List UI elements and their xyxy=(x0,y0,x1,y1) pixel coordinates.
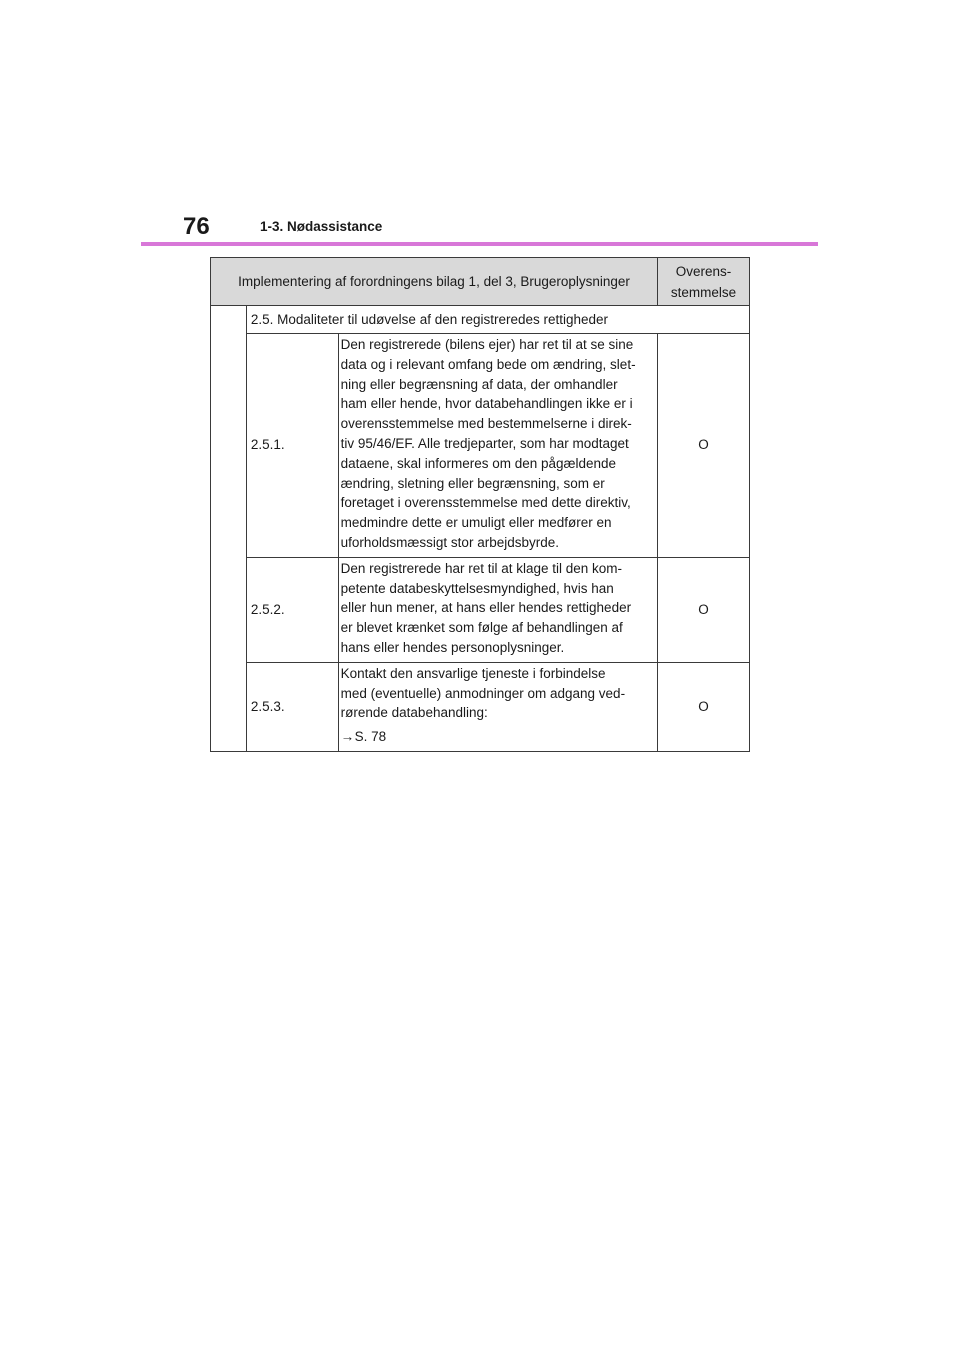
text-line: petente databeskyttelsesmyndighed, hvis han xyxy=(340,580,614,596)
page-reference-label: S. 78 xyxy=(354,729,387,745)
text-line: foretaget i overensstemmelse med dette direktiv, xyxy=(340,495,631,511)
text-line: Kontakt den ansvarlige tjeneste i forbindelse xyxy=(340,665,606,681)
header-compliance xyxy=(658,258,750,306)
table-row xyxy=(211,557,750,662)
page-reference xyxy=(341,727,655,747)
header-compliance-label: Overens- stemmelse xyxy=(670,263,737,300)
text-line: uforholdsmæssigt stor arbejdsbyrde. xyxy=(340,534,559,550)
text-line: er blevet krænket som følge af behandlingen af xyxy=(340,620,623,636)
text-line: medmindre dette er umuligt eller medfører en xyxy=(340,515,612,531)
text-line: Den registrerede har ret til at klage til den kom- xyxy=(340,560,623,576)
text-line: Den registrerede (bilens ejer) har ret til at se sine xyxy=(340,337,634,352)
text-line: eller hun mener, at hans eller hendes rettigheder xyxy=(340,600,632,616)
text-line: ham eller hende, hvor databehandlingen ikke er i xyxy=(340,396,633,412)
row-number: 2.5.1. xyxy=(246,334,338,558)
header-divider xyxy=(141,242,818,246)
section-heading: 2.5. Modaliteter til udøvelse af den registreredes rettigheder xyxy=(246,306,749,334)
page-number: 76 xyxy=(183,213,210,240)
text-line: data og i relevant omfang bede om ændring, slet- xyxy=(340,356,636,372)
header-implementation-label: Implementering af forordningens bilag 1, del 3, Brugeroplysninger xyxy=(238,273,630,289)
table-row xyxy=(211,662,750,751)
text-line: hans eller hendes personoplysninger. xyxy=(340,639,565,655)
text-line: tiv 95/46/EF. Alle tredjeparter, som har modtaget xyxy=(340,435,629,451)
text-line: ning eller begrænsning af data, der omhandler xyxy=(340,376,618,392)
text-line: dataene, skal informeres om den pågældende xyxy=(340,455,617,471)
text-line: med (eventuelle) anmodninger om adgang ved- xyxy=(340,685,626,701)
text-line: ændring, sletning eller begrænsning, som er xyxy=(340,475,605,491)
row-description xyxy=(338,334,657,558)
compliance-status: O xyxy=(658,334,750,558)
text-line: overensstemmelse med bestemmelserne i direk- xyxy=(340,416,632,432)
text-line: rørende databehandling: xyxy=(340,705,488,721)
user-information-table xyxy=(210,257,750,752)
table-row xyxy=(211,334,750,558)
row-number: 2.5.3. xyxy=(246,662,338,751)
row-description xyxy=(338,662,657,751)
section-heading-row xyxy=(211,306,750,334)
row-description xyxy=(338,557,657,662)
compliance-status: O xyxy=(658,557,750,662)
arrow-right-icon: → xyxy=(340,729,355,745)
indent-cell xyxy=(211,306,247,752)
compliance-status: O xyxy=(658,662,750,751)
table-header-row xyxy=(211,258,750,306)
header-implementation xyxy=(211,258,658,306)
section-title: 1-3. Nødassistance xyxy=(260,219,383,234)
row-number: 2.5.2. xyxy=(246,557,338,662)
